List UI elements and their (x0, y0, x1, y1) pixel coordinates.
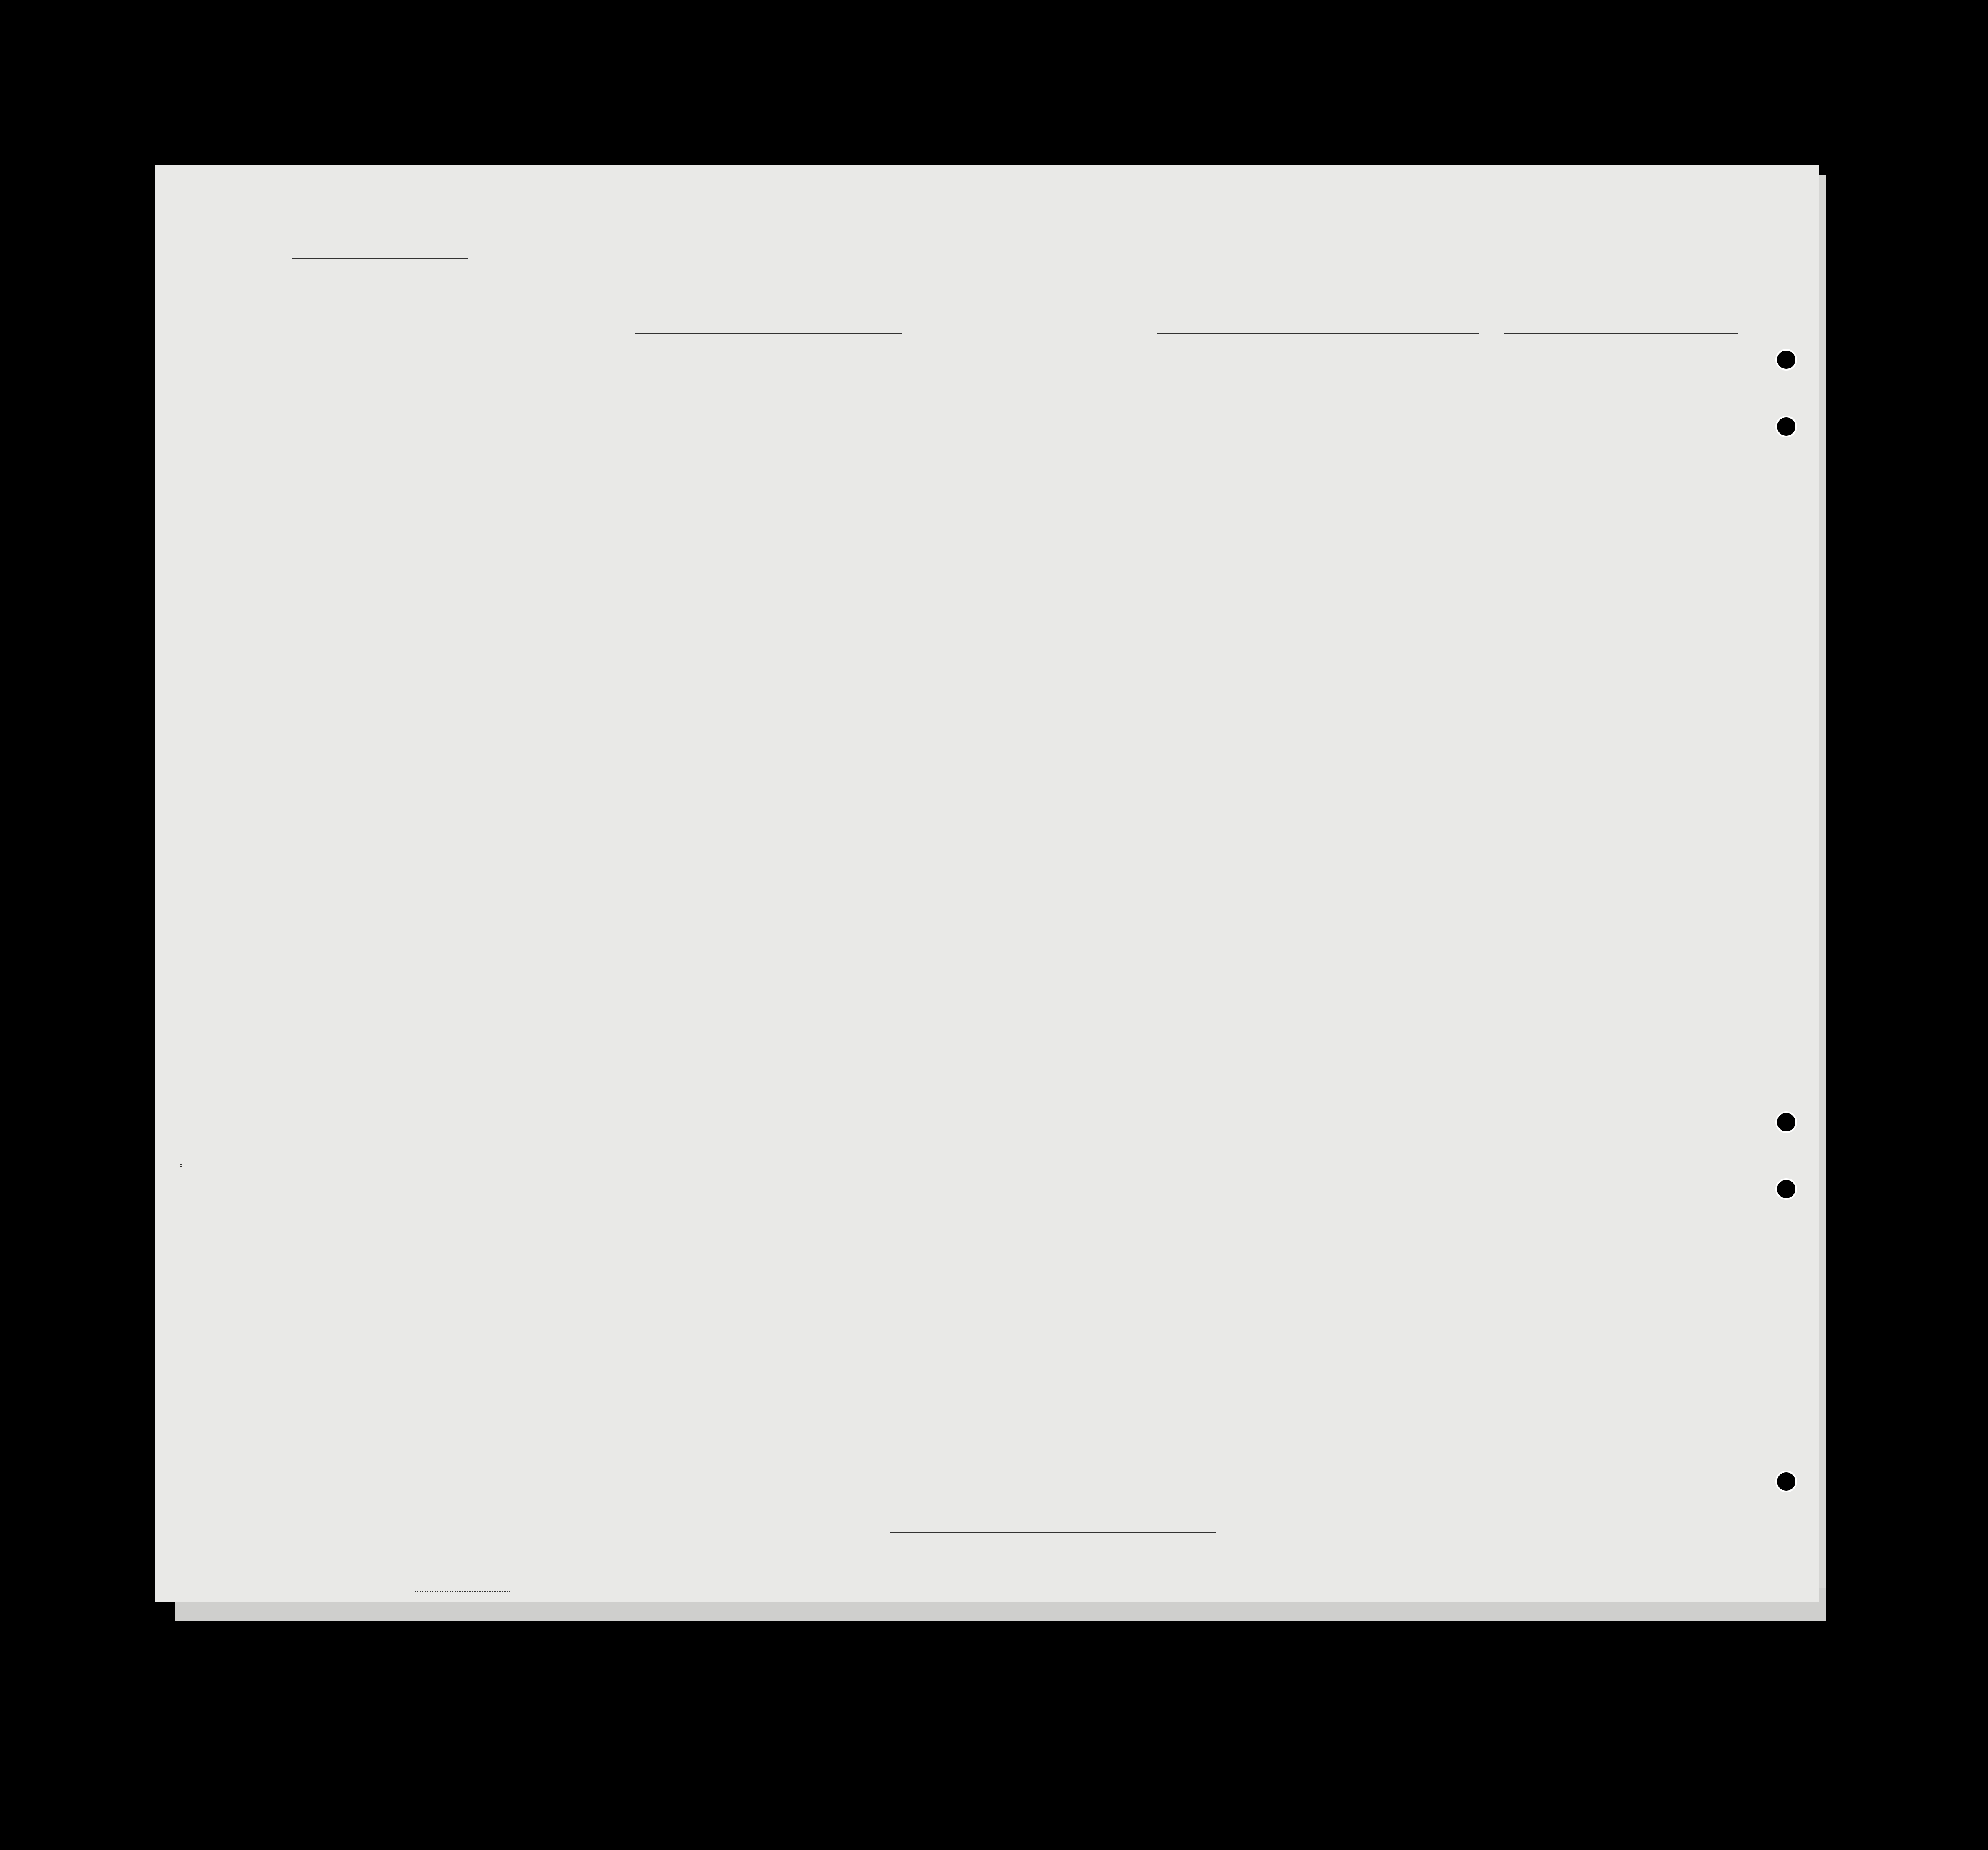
table-grid (155, 165, 1819, 1602)
binder-hole (1775, 1178, 1797, 1200)
ship-underline (635, 333, 902, 334)
binder-hole (1775, 1471, 1797, 1492)
aliens-line (414, 1591, 510, 1592)
admitted-annotation (180, 1164, 182, 1167)
list-underline (292, 258, 468, 259)
port-underline (1157, 333, 1479, 334)
binder-hole (1775, 1111, 1797, 1133)
date-underline (1504, 333, 1738, 334)
binder-hole (1775, 349, 1797, 371)
inspector-line (890, 1532, 1216, 1533)
manifest-sheet (155, 165, 1819, 1602)
binder-hole (1775, 416, 1797, 437)
